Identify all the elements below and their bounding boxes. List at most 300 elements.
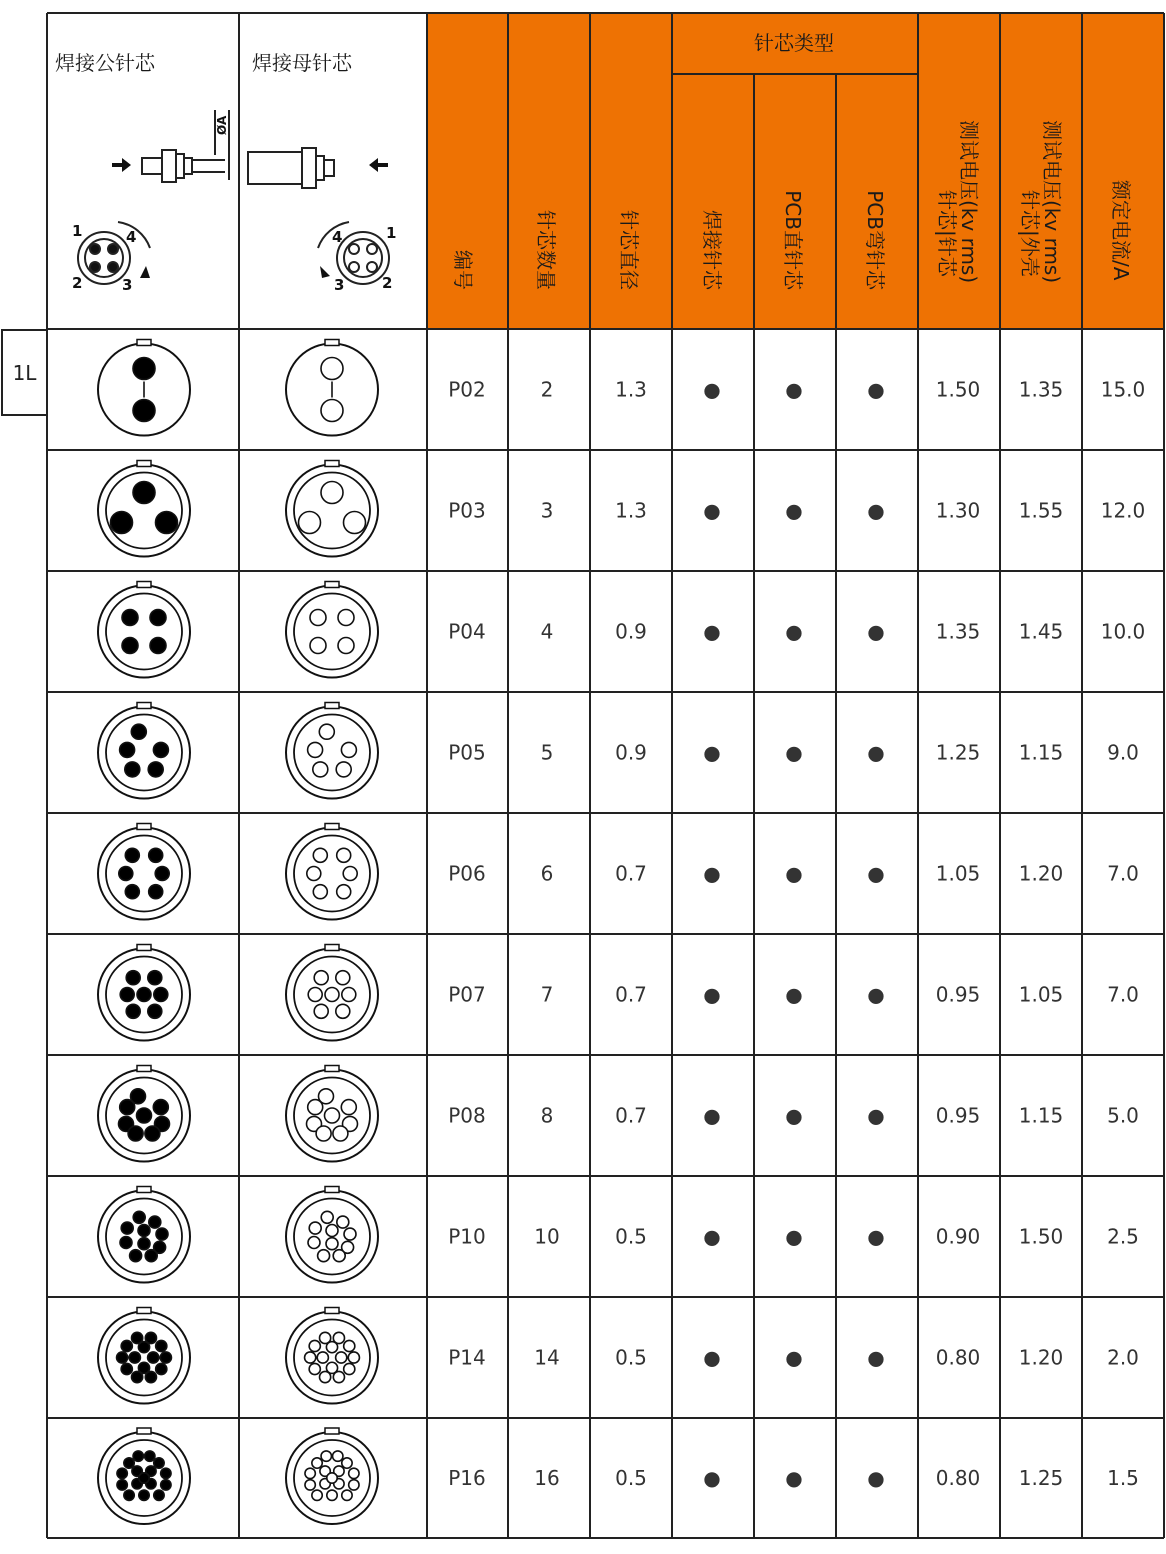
cell-diameter: 0.5 [615,1224,647,1249]
pin-contact [325,1108,340,1123]
male-pin-title: 焊接公针芯 [55,51,155,75]
cell-current: 5.0 [1107,1103,1139,1128]
male-pin-diagram [78,222,150,284]
male-connector-drawing [112,110,229,182]
male-pin-face [98,340,190,436]
table-row [98,1428,1139,1524]
connector-outer-ring [286,586,378,678]
pin-contact [313,848,327,862]
pin-contact [341,1100,356,1115]
pin-contact [337,848,351,862]
cell-solder: ● [703,861,721,886]
pin-contact [344,1228,356,1240]
cell-code: P14 [448,1345,486,1370]
cell-current: 7.0 [1107,861,1139,886]
cell-diameter: 0.7 [615,1103,647,1128]
pin-contact [154,988,168,1002]
pin-contact [133,358,155,380]
pin-contact [156,1363,167,1374]
cell-diameter: 0.9 [615,619,647,644]
connector-key-notch [325,582,339,588]
cell-pcb-bent: ● [867,1103,885,1128]
pin-contact [156,1228,168,1240]
pin-contact [344,1340,355,1351]
cell-solder: ● [703,982,721,1007]
cell-pcb-bent: ● [867,1224,885,1249]
cell-pins: 3 [540,498,554,523]
pin-contact [148,762,163,777]
pin-contact [137,1108,152,1123]
pin-contact [336,971,350,985]
cell-solder: ● [703,377,721,402]
cell-pcb-bent: ● [867,982,885,1007]
pin-contact [138,1238,150,1250]
connector-outer-ring [98,707,190,799]
side-label: 1L [1,329,46,416]
cell-diameter: 0.5 [615,1466,647,1490]
pin-contact [326,1342,337,1353]
arrow-right-icon [112,158,131,172]
table-body [98,340,1145,1525]
cell-pcb-straight: ● [785,377,803,402]
connector-key-notch [137,1187,151,1193]
pin-contact [333,1126,348,1141]
header-pcb-straight-pin: PCB直针芯 [781,190,805,290]
cell-code: P05 [448,740,486,765]
female-pin-diagram [318,222,389,284]
connector-key-notch [325,1428,339,1434]
pin-contact [348,1352,359,1363]
cell-pcb-straight: ● [785,1345,803,1370]
pin-contact [314,971,328,985]
pin-contact [120,1237,132,1249]
cell-current: 7.0 [1107,982,1139,1007]
pin-contact [337,1216,349,1228]
pin-contact [308,742,323,757]
cell-solder: ● [703,1103,721,1128]
female-connector-drawing [248,148,388,188]
pin-contact [125,885,139,899]
connector-outer-ring [98,828,190,920]
cell-v-shell: 1.05 [1018,982,1064,1007]
header-pin-type-group: 针芯类型 [754,31,834,55]
cell-code: P03 [448,498,486,523]
connector-key-notch [325,703,339,709]
pin-contact [321,358,343,380]
connector-key-notch [137,703,151,709]
cell-code: P02 [448,377,486,402]
pin-contact [156,1340,167,1351]
connector-key-notch [325,1308,339,1314]
pin-contact [133,1211,145,1223]
connector-key-notch [137,1428,151,1434]
male-pin-number: 4 [126,228,137,246]
pin-contact [126,1004,140,1018]
cell-code: P04 [448,619,486,644]
connector-outer-ring [286,1312,378,1404]
pin-contact [161,1480,171,1490]
female-pin-face [286,1187,378,1283]
pin-contact [111,512,133,534]
pin-contact [160,1352,171,1363]
cell-solder: ● [703,740,721,765]
pin-contact [150,638,166,654]
arrow-left-icon [369,158,388,172]
pin-contact [139,1473,149,1483]
connector-key-notch [137,340,151,346]
cell-solder: ● [703,619,721,644]
male-pin-face [98,824,190,920]
pin-contact [128,1126,143,1141]
pin-contact [305,1468,315,1478]
pin-contact [120,1100,135,1115]
header-pin-diameter: 针芯直径 [617,210,641,290]
cell-pins: 7 [540,982,554,1007]
cell-current: 2.0 [1107,1345,1139,1370]
cell-pins: 6 [540,861,554,886]
cell-pcb-straight: ● [785,498,803,523]
pin-contact [338,610,354,626]
pin-contact [138,1342,149,1353]
connector-key-notch [325,461,339,467]
pin-contact [133,1451,143,1461]
male-pin-face [98,461,190,557]
cell-pcb-bent: ● [867,1345,885,1370]
pin-contact [313,885,327,899]
pin-contact [145,1451,155,1461]
pin-contact [154,1458,164,1468]
connector-key-notch [325,1187,339,1193]
pin-contact [342,1490,352,1500]
table-row [98,582,1145,678]
pin-contact [349,1468,359,1478]
pin-contact [121,1222,133,1234]
pin-contact [321,1451,331,1461]
pin-contact [117,1352,128,1363]
pin-contact [349,1480,359,1490]
pin-contact [321,400,343,422]
cell-pins: 10 [534,1224,560,1249]
cell-v-pin: 0.95 [935,1103,981,1128]
female-pin-number: 2 [382,274,393,292]
header-test-voltage-pin-line1: 测试电压(kv rms) [957,120,981,284]
cell-pcb-bent: ● [867,377,885,402]
cell-pcb-bent: ● [867,740,885,765]
cell-current: 2.5 [1107,1224,1139,1249]
pin-contact [321,482,343,504]
pin-contact [312,1458,322,1468]
pin-contact [117,1480,127,1490]
cell-v-shell: 1.20 [1018,1345,1064,1370]
pin-contact [325,988,339,1002]
pin-contact [314,1004,328,1018]
cell-pins: 14 [534,1345,560,1370]
pin-contact [149,848,163,862]
cell-code: P06 [448,861,486,886]
male-pin-face [98,1308,190,1404]
pin-contact [333,1451,343,1461]
pin-contact [333,1250,345,1262]
cell-diameter: 0.7 [615,861,647,886]
cell-solder: ● [703,1345,721,1370]
cell-pins: 8 [540,1103,554,1128]
female-pin-title: 焊接母针芯 [252,51,352,75]
table-row [98,824,1139,920]
cell-v-pin: 1.35 [935,619,981,644]
pin-contact [133,400,155,422]
cell-pcb-straight: ● [785,982,803,1007]
pin-contact [125,762,140,777]
pin-contact [121,1340,132,1351]
pin-contact [342,1458,352,1468]
pin-contact [336,1352,347,1363]
female-pin-face [286,945,378,1041]
female-pin-face [286,340,378,436]
pin-contact [337,885,351,899]
cell-pcb-straight: ● [785,1466,803,1490]
cell-code: P16 [448,1466,486,1490]
header-test-voltage-shell-line2: 针芯|外壳 [1018,190,1042,277]
cell-v-shell: 1.25 [1018,1466,1064,1490]
cell-v-shell: 1.20 [1018,861,1064,886]
cell-v-pin: 1.25 [935,740,981,765]
pin-contact [145,1371,156,1382]
female-pin-number: 4 [332,228,343,246]
male-pin-face [98,1187,190,1283]
pin-contact [317,1352,328,1363]
pin-contact [305,1480,315,1490]
pin-contact [156,512,178,534]
pin-contact [120,988,134,1002]
pin-contact [305,1352,316,1363]
pin-contact [321,1211,333,1223]
cell-v-pin: 1.50 [935,377,981,402]
connector-outer-ring [98,586,190,678]
header-pin-count: 针芯数量 [534,210,558,290]
pin-contact [310,610,326,626]
pin-contact [309,1222,321,1234]
pin-contact [154,1490,164,1500]
pin-contact [343,867,357,881]
pin-contact [341,742,356,757]
header-test-voltage-shell-line1: 测试电压(kv rms) [1040,120,1064,284]
connector-outer-ring [286,707,378,799]
pin-contact [327,1490,337,1500]
cell-current: 15.0 [1100,377,1146,402]
cell-pcb-bent: ● [867,619,885,644]
connector-key-notch [325,945,339,951]
pin-contact [129,1352,140,1363]
pin-contact [327,1473,337,1483]
cell-v-shell: 1.35 [1018,377,1064,402]
pin-contact [299,512,321,534]
pin-contact [309,1340,320,1351]
table-row [98,1066,1139,1162]
pin-contact [344,1363,355,1374]
cell-diameter: 1.3 [615,377,647,402]
female-pin-face [286,582,378,678]
pin-contact [117,1468,127,1478]
male-pin-number: 1 [72,222,83,240]
pin-contact [148,1352,159,1363]
table-row [98,340,1145,436]
pin-contact [309,1363,320,1374]
pin-contact [333,1371,344,1382]
cell-v-shell: 1.15 [1018,740,1064,765]
cell-pcb-bent: ● [867,861,885,886]
cell-v-pin: 0.80 [935,1345,981,1370]
connector-key-notch [137,824,151,830]
pin-contact [336,762,351,777]
cell-v-pin: 0.80 [935,1466,981,1490]
pin-contact [344,512,366,534]
pin-contact [150,610,166,626]
pin-contact [120,742,135,757]
table-row [98,461,1145,557]
pin-contact [132,1371,143,1382]
pin-contact [318,1250,330,1262]
female-pin-face [286,703,378,799]
pin-contact [124,1490,134,1500]
cell-v-pin: 1.30 [935,498,981,523]
connector-outer-ring [286,465,378,557]
cell-pcb-straight: ● [785,1224,803,1249]
pin-contact [308,1100,323,1115]
cell-v-pin: 1.05 [935,861,981,886]
pin-contact [119,867,133,881]
table-row [98,703,1139,799]
cell-pcb-straight: ● [785,861,803,886]
cell-pins: 4 [540,619,554,644]
pin-contact [133,482,155,504]
cell-solder: ● [703,1466,721,1490]
cell-pcb-straight: ● [785,619,803,644]
male-pin-number: 3 [122,276,133,294]
female-pin-face [286,1066,378,1162]
header-solder-pin: 焊接针芯 [700,210,724,290]
male-pin-face [98,1428,190,1524]
cell-v-shell: 1.45 [1018,619,1064,644]
female-pin-face [286,1308,378,1404]
male-pin-number: 2 [72,274,83,292]
header-pcb-bent-pin: PCB弯针芯 [863,190,887,290]
cell-solder: ● [703,1224,721,1249]
pin-contact [319,724,334,739]
pin-contact [153,1100,168,1115]
diameter-mark: ØA [215,115,229,135]
cell-pins: 16 [534,1466,560,1490]
pin-contact [126,971,140,985]
female-pin-face [286,1428,378,1524]
connector-key-notch [137,582,151,588]
pin-contact [153,742,168,757]
connector-key-notch [137,1308,151,1314]
pin-contact [148,1004,162,1018]
pin-contact [138,1225,150,1237]
pin-contact [155,867,169,881]
table-row [98,1187,1139,1283]
pin-contact [320,1371,331,1382]
cell-current: 9.0 [1107,740,1139,765]
cell-diameter: 0.7 [615,982,647,1007]
connector-key-notch [325,340,339,346]
male-pin-face [98,703,190,799]
header-rated-current: 额定电流/A [1109,180,1133,281]
pin-contact [310,638,326,654]
cell-v-shell: 1.55 [1018,498,1064,523]
cell-pcb-straight: ● [785,1103,803,1128]
connector-outer-ring [98,1312,190,1404]
cell-pins: 5 [540,740,554,765]
cell-solder: ● [703,498,721,523]
connector-outer-ring [286,828,378,920]
pin-contact [137,988,151,1002]
female-pin-number: 3 [334,276,345,294]
pin-contact [326,1238,338,1250]
pin-contact [149,885,163,899]
female-pin-face [286,824,378,920]
connector-outer-ring [98,465,190,557]
connector-key-notch [137,461,151,467]
cell-v-pin: 0.90 [935,1224,981,1249]
pin-contact [312,1490,322,1500]
cell-pins: 2 [540,377,554,402]
cell-diameter: 0.9 [615,740,647,765]
pin-contact [307,867,321,881]
cell-code: P10 [448,1224,486,1249]
pin-contact [139,1490,149,1500]
cell-v-shell: 1.15 [1018,1103,1064,1128]
female-pin-face [286,461,378,557]
cell-pcb-straight: ● [785,740,803,765]
female-pin-number: 1 [386,224,397,242]
pin-contact [313,762,328,777]
pin-contact [121,1363,132,1374]
cell-current: 1.5 [1107,1466,1139,1490]
cell-v-shell: 1.50 [1018,1224,1064,1249]
pin-contact [308,988,322,1002]
pin-contact [161,1468,171,1478]
connector-key-notch [325,1066,339,1072]
pin-contact [145,1126,160,1141]
pin-contact [125,848,139,862]
pin-contact [130,1250,142,1262]
pin-contact [336,1004,350,1018]
male-pin-face [98,582,190,678]
cell-current: 12.0 [1100,498,1146,523]
cell-pcb-bent: ● [867,1466,885,1490]
cell-v-pin: 0.95 [935,982,981,1007]
pin-contact [145,1250,157,1262]
cell-current: 10.0 [1100,619,1146,644]
connector-key-notch [137,1066,151,1072]
pin-contact [122,610,138,626]
pin-contact [122,638,138,654]
pin-contact [342,988,356,1002]
male-pin-face [98,1066,190,1162]
cell-diameter: 0.5 [615,1345,647,1370]
header-code: 编号 [451,250,475,290]
table-row [98,945,1139,1041]
pin-contact [308,1237,320,1249]
pin-contact [149,1216,161,1228]
pin-contact [148,971,162,985]
pin-contact [326,1225,338,1237]
cell-code: P07 [448,982,486,1007]
pin-contact [124,1458,134,1468]
table-row [98,1308,1139,1404]
cell-pcb-bent: ● [867,498,885,523]
